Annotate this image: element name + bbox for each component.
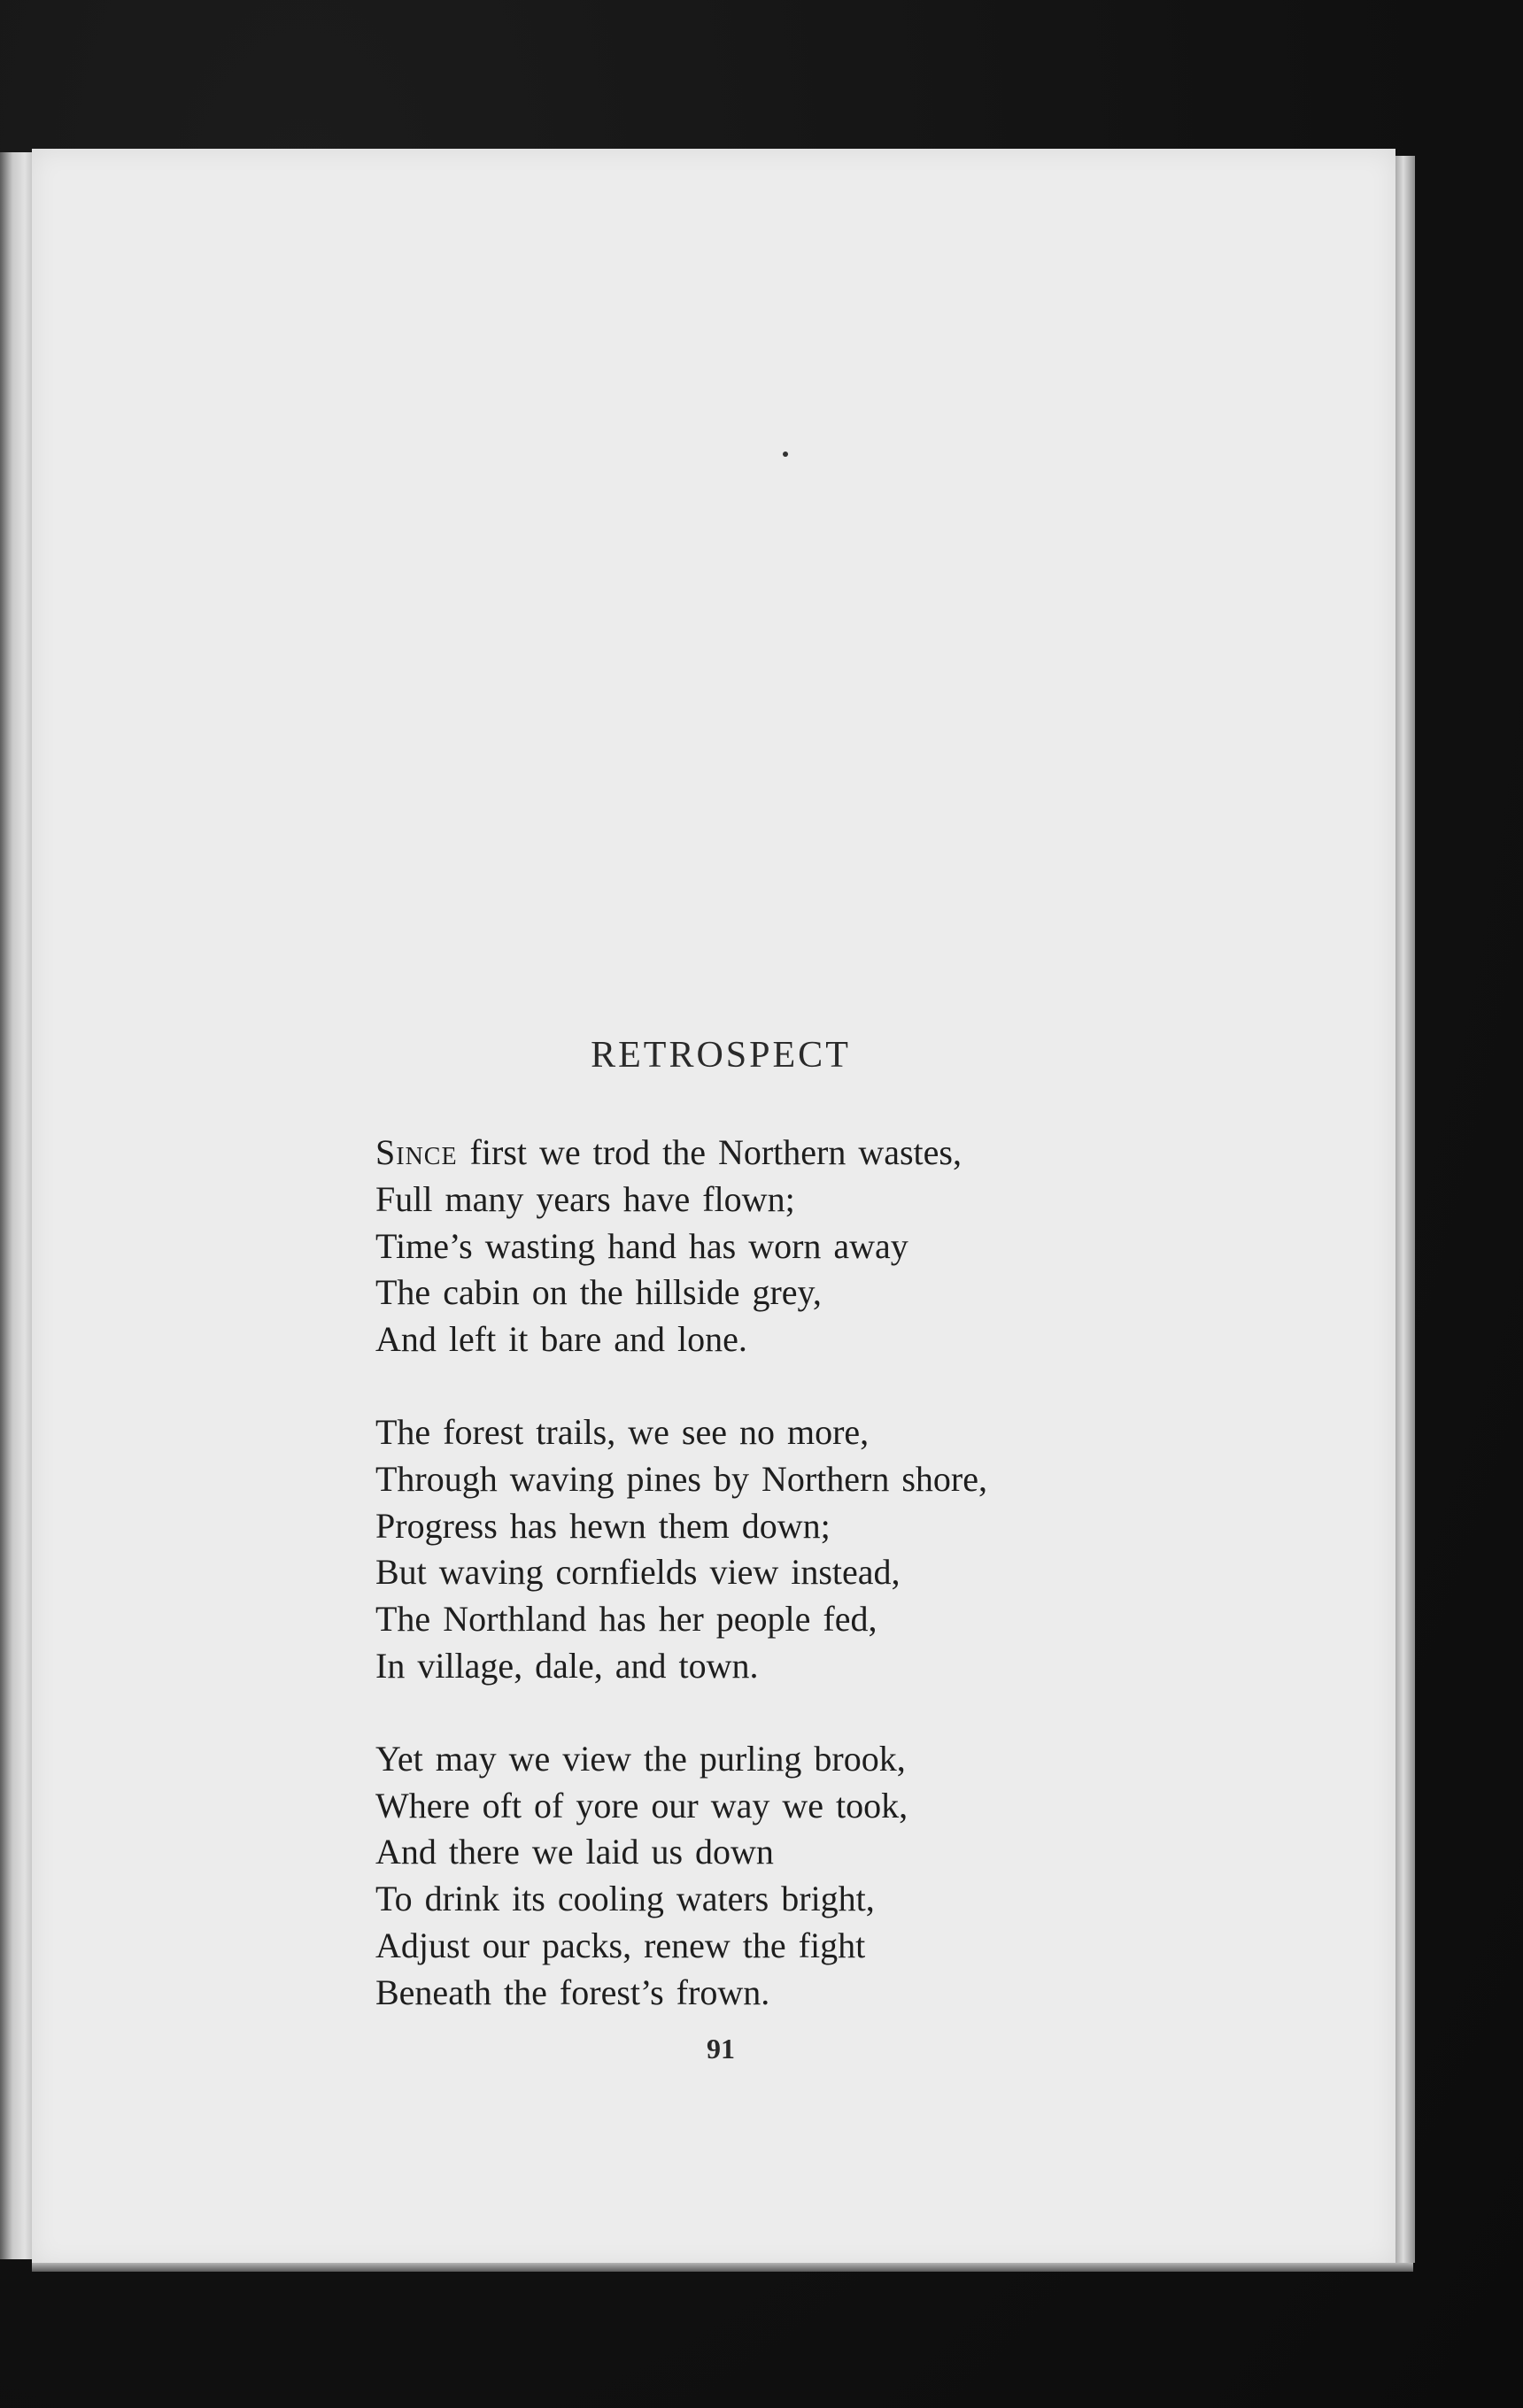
opening-word: Since xyxy=(375,1132,458,1172)
poem-line: And left it bare and lone. xyxy=(375,1319,747,1360)
poem-line: The forest trails, we see no more, xyxy=(375,1411,870,1452)
poem-title: RETROSPECT xyxy=(591,1035,851,1076)
poem-line: In village, dale, and town. xyxy=(375,1645,759,1686)
poem-line: The Northland has her people fed, xyxy=(375,1599,877,1640)
poem-line: But waving cornfields view instead, xyxy=(375,1552,901,1593)
poem-line: Yet may we view the purling brook, xyxy=(375,1738,906,1779)
book-page xyxy=(32,149,1395,2266)
poem-line: Beneath the forest’s frown. xyxy=(375,1972,770,2012)
poem-body xyxy=(375,1130,1349,2063)
poem-line: Through waving pines by Northern shore, xyxy=(375,1458,987,1499)
poem-line xyxy=(375,1130,1349,1177)
ink-speck xyxy=(783,452,788,457)
bottom-page-edge xyxy=(32,2263,1413,2272)
stanza-3 xyxy=(375,1736,1349,2017)
poem-line: Full many years have flown; xyxy=(375,1178,795,1219)
right-page-edge xyxy=(1395,156,1415,2263)
stanza-1 xyxy=(375,1130,1349,1363)
stanza-2 xyxy=(375,1409,1349,1690)
poem-line: The cabin on the hillside grey, xyxy=(375,1272,822,1313)
poem-line: Where oft of yore our way we took, xyxy=(375,1785,908,1825)
poem-line: Time’s wasting hand has worn away xyxy=(375,1225,908,1266)
poem-line: To drink its cooling waters bright, xyxy=(375,1879,875,1919)
poem-line: And there we laid us down xyxy=(375,1832,774,1872)
page-number: 91 xyxy=(707,2033,735,2065)
poem-line: Adjust our packs, renew the fight xyxy=(375,1925,866,1965)
poem-line: Progress has hewn them down; xyxy=(375,1505,831,1546)
line-text: first we trod the Northern wastes, xyxy=(457,1132,962,1172)
